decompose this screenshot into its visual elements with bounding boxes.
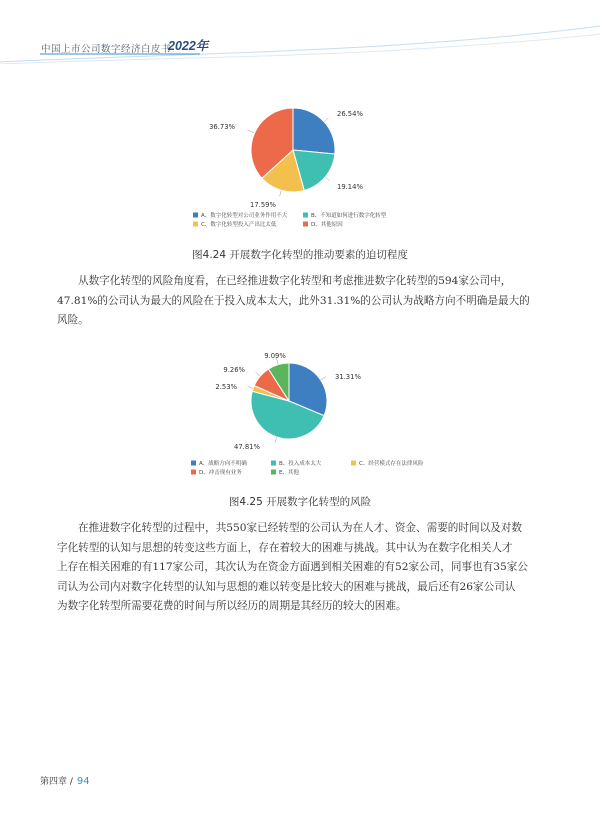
legend-swatch	[271, 470, 276, 475]
pie-data-label: 19.14%	[337, 183, 363, 191]
pie-leader-line	[280, 190, 282, 196]
legend-entry: B、不知道如何进行数字化转型	[311, 213, 387, 219]
pie-data-label: 17.59%	[250, 201, 276, 209]
pie-data-label: 47.81%	[234, 443, 260, 451]
legend-swatch	[193, 213, 198, 218]
pie-chart-4-24	[185, 92, 425, 246]
legend-swatch	[271, 461, 276, 466]
pie-leader-line	[324, 118, 328, 122]
paragraph-line: 上存在相关困难的有117家公司，其次认为在资金方面遇到相关困难的有52家公司，同事也有35家公	[57, 561, 528, 573]
page-header	[0, 0, 600, 64]
pie-leader-line	[325, 177, 330, 181]
page-footer	[40, 774, 90, 787]
legend-swatch	[303, 213, 308, 218]
pie-leader-line	[256, 372, 261, 376]
paragraph-risk	[57, 272, 545, 331]
pie-chart-4-25-svg	[185, 345, 435, 485]
pie-data-label: 26.54%	[337, 110, 363, 118]
paragraph-line: 风险。	[57, 314, 89, 326]
header-title: 中国上市公司数字经济白皮书	[41, 44, 172, 55]
legend-entry: E、其他	[279, 470, 299, 476]
legend-entry: A、战略方向不明确	[199, 461, 247, 467]
paragraph-line: 47.81%的公司认为最大的风险在于投入成本太大，此外31.31%的公司认为战略方向不明确是最大的	[57, 294, 530, 307]
paragraph-line: 司认为公司内对数字化转型的认知与思想的难以转变是比较大的困难与挑战，最后还有26家公司认	[57, 580, 516, 593]
pie-leader-line	[275, 437, 277, 443]
footer-chapter: 第四章 /	[40, 777, 73, 787]
header-year: 2022年	[168, 39, 209, 53]
legend-entry: B、投入成本太大	[279, 461, 322, 467]
figure-caption-4-24: 图4.24 开展数字化转型的推动要素的迫切程度	[192, 249, 408, 261]
page-number: 94	[76, 776, 90, 787]
pie-chart-4-24-svg	[185, 92, 425, 242]
pie-data-label: 36.73%	[209, 123, 235, 131]
legend-entry: C、数字化转型投入产出比太低	[201, 222, 277, 228]
legend-swatch	[191, 470, 196, 475]
paragraph-line: 在推进数字化转型的过程中，共550家已经转型的公司认为在人才、资金、需要的时间以及对数	[78, 522, 522, 534]
paragraph-challenges	[57, 519, 545, 617]
legend-entry: C、经营模式存在法律风险	[359, 461, 424, 467]
pie-data-label: 9.09%	[264, 352, 286, 360]
legend-swatch	[193, 222, 198, 227]
figure-caption-4-25: 图4.25 开展数字化转型的风险	[228, 496, 372, 508]
legend-entry: D、冲击现有业务	[199, 470, 242, 476]
pie-leader-line	[247, 130, 254, 133]
legend-swatch	[303, 222, 308, 227]
legend-entry: A、数字化转型对公司业务作用不大	[201, 213, 288, 219]
paragraph-line: 为数字化转型所需要花费的时间与所以经历的周期是其经历的较大的困难。	[57, 600, 407, 612]
pie-leader-line	[321, 377, 326, 380]
pie-chart-4-25	[185, 345, 435, 489]
pie-data-label: 2.53%	[215, 383, 237, 391]
legend-swatch	[191, 461, 196, 466]
legend-entry: D、其他原因	[311, 222, 343, 228]
legend-swatch	[351, 461, 356, 466]
pie-data-label: 31.31%	[335, 373, 361, 381]
pie-leader-line	[248, 386, 254, 388]
pie-data-label: 9.26%	[223, 366, 245, 374]
paragraph-line: 字化转型的认知与思想的转变这些方面上，存在着较大的困难与挑战。其中认为在数字化相关人才	[57, 541, 513, 554]
pie-slice	[293, 108, 335, 154]
paragraph-line: 从数字化转型的风险角度看，在已经推进数字化转型和考虑推进数字化转型的594家公司中，	[78, 275, 512, 287]
